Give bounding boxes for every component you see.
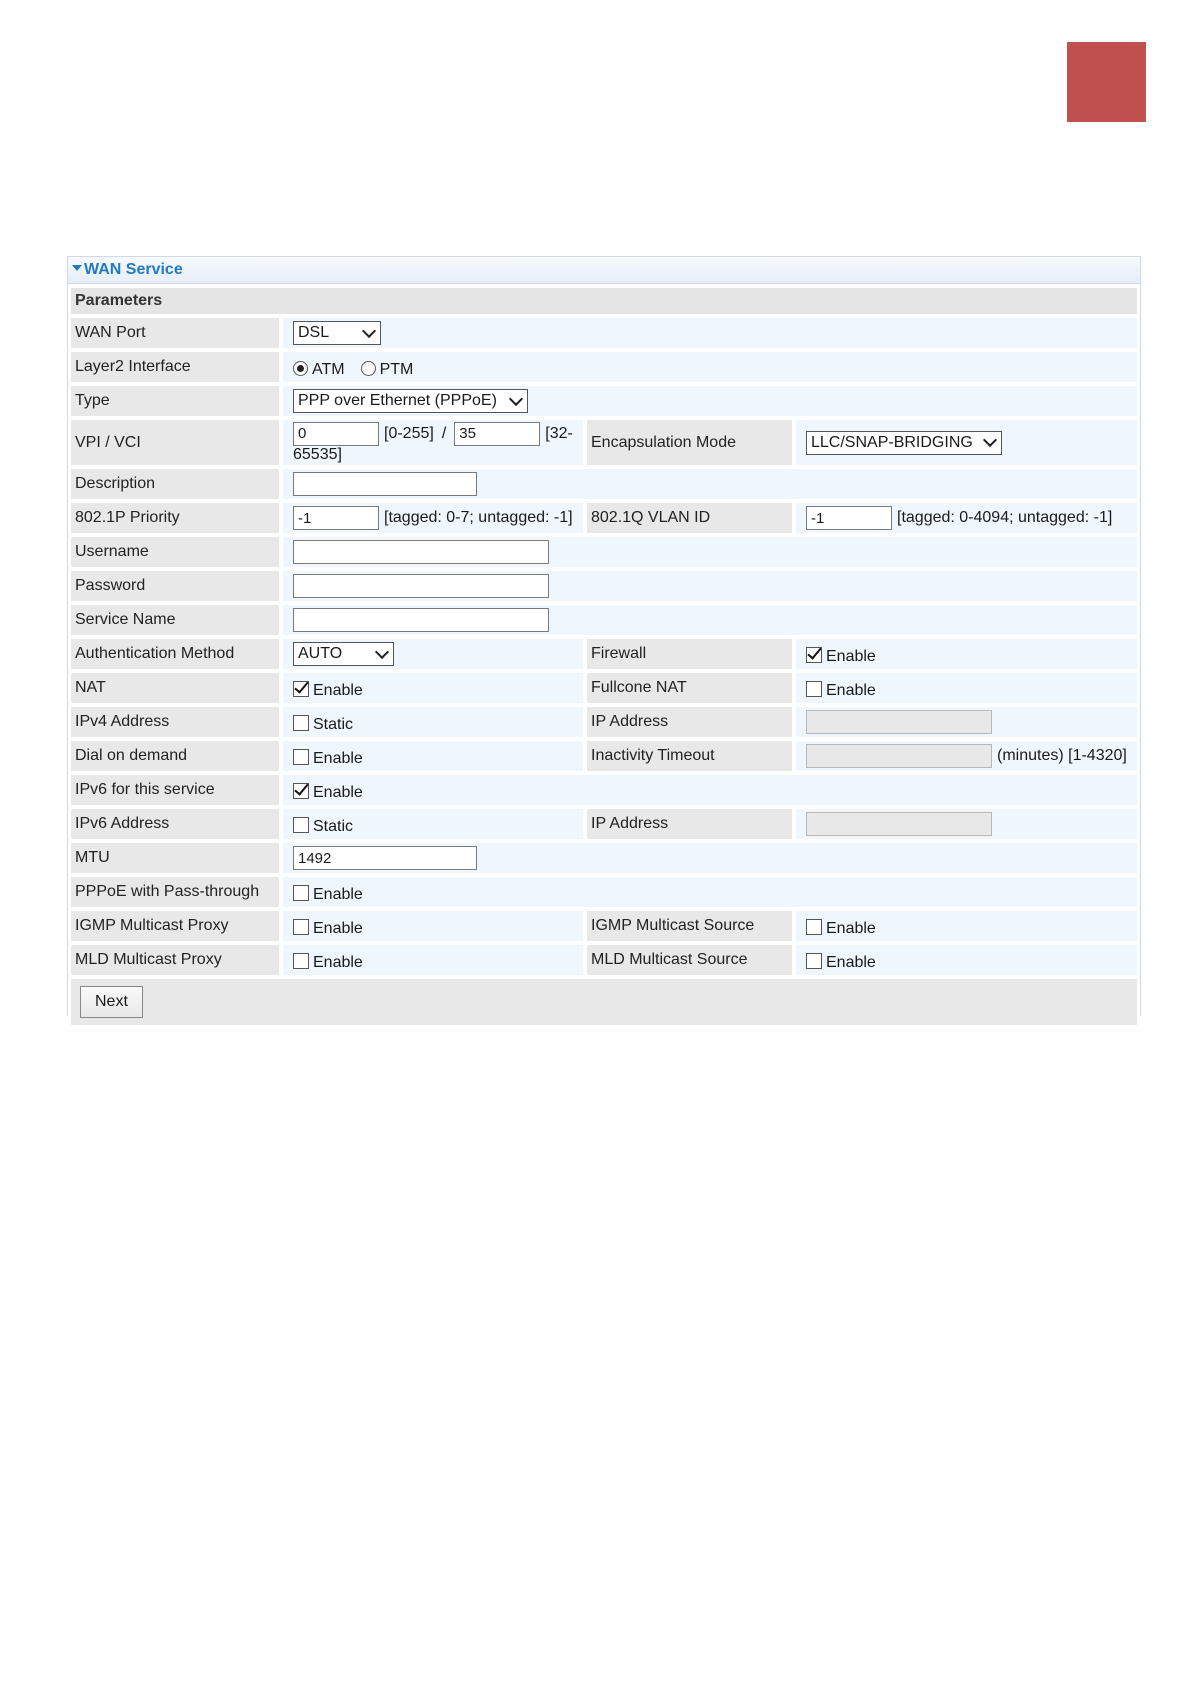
igmp-proxy-label: IGMP Multicast Proxy <box>71 911 279 941</box>
dial-checkbox[interactable] <box>293 749 309 765</box>
pppoe-pass-cell <box>283 877 1137 907</box>
ipv6-option-label: Static <box>313 818 354 835</box>
form-footer <box>71 979 1137 1025</box>
description-input[interactable] <box>293 472 477 496</box>
mld-source-option-label: Enable <box>826 954 876 971</box>
row-nat <box>71 673 1137 703</box>
igmp-source-option[interactable] <box>806 917 876 935</box>
nat-option[interactable] <box>293 679 363 697</box>
username-input[interactable] <box>293 540 549 564</box>
inactivity-label: Inactivity Timeout <box>587 741 792 771</box>
corner-marker <box>1067 42 1146 122</box>
row-mld <box>71 945 1137 975</box>
dial-cell <box>283 741 583 771</box>
panel-header[interactable] <box>68 256 1140 284</box>
type-select[interactable] <box>293 389 528 413</box>
auth-cell <box>283 639 583 669</box>
ipv6-service-label: IPv6 for this service <box>71 775 279 805</box>
wan-port-label: WAN Port <box>71 318 279 348</box>
priority-hint: [tagged: 0-7; untagged: -1] <box>384 509 573 526</box>
ipv4-label: IPv4 Address <box>71 707 279 737</box>
igmp-proxy-option-label: Enable <box>313 920 363 937</box>
priority-label: 802.1P Priority <box>71 503 279 533</box>
vlan-label: 802.1Q VLAN ID <box>587 503 792 533</box>
type-value: PPP over Ethernet (PPPoE) <box>298 392 497 409</box>
ipv4-ip-input[interactable] <box>806 710 992 734</box>
encap-cell <box>796 420 1137 465</box>
radio-ptm-label: PTM <box>379 361 414 378</box>
type-label: Type <box>71 386 279 416</box>
layer2-cell <box>283 352 1137 382</box>
ipv4-ip-label: IP Address <box>587 707 792 737</box>
ipv6-ip-label: IP Address <box>587 809 792 839</box>
radio-ptm-button[interactable] <box>361 361 376 376</box>
encap-label: Encapsulation Mode <box>587 420 792 465</box>
ipv4-option-label: Static <box>313 716 354 733</box>
igmp-proxy-cell <box>283 911 583 941</box>
row-dial <box>71 741 1137 771</box>
wan-service-panel <box>67 256 1141 1016</box>
fullcone-option-label: Enable <box>826 682 876 699</box>
ipv6-label: IPv6 Address <box>71 809 279 839</box>
priority-input[interactable]: -1 <box>293 506 379 530</box>
firewall-cell <box>796 639 1137 669</box>
wan-port-value: DSL <box>298 324 330 341</box>
ipv4-ip-cell <box>796 707 1137 737</box>
username-label: Username <box>71 537 279 567</box>
ipv4-cell <box>283 707 583 737</box>
ipv6-service-checkbox[interactable] <box>293 783 309 799</box>
chevron-down-icon <box>362 323 376 337</box>
row-layer2 <box>71 352 1137 382</box>
inactivity-hint: (minutes) [1-4320] <box>997 747 1127 764</box>
wan-port-select[interactable] <box>293 321 381 345</box>
igmp-proxy-checkbox[interactable] <box>293 919 309 935</box>
row-pppoe-pass <box>71 877 1137 907</box>
username-cell <box>283 537 1137 567</box>
auth-label: Authentication Method <box>71 639 279 669</box>
vci-range-start: [32- <box>545 424 573 442</box>
firewall-checkbox[interactable] <box>806 647 822 663</box>
caret-down-icon[interactable] <box>72 265 82 271</box>
next-button[interactable]: Next <box>80 986 143 1018</box>
dial-option[interactable] <box>293 747 363 765</box>
row-ipv4 <box>71 707 1137 737</box>
auth-select[interactable] <box>293 642 394 666</box>
encap-value: LLC/SNAP-BRIDGING <box>811 433 973 451</box>
ipv6-cell <box>283 809 583 839</box>
inactivity-input[interactable] <box>806 744 992 768</box>
pppoe-pass-option-label: Enable <box>313 886 363 903</box>
service-name-cell <box>283 605 1137 635</box>
row-ipv6-service <box>71 775 1137 805</box>
row-type <box>71 386 1137 416</box>
row-auth-firewall <box>71 639 1137 669</box>
ipv6-ip-cell <box>796 809 1137 839</box>
nat-cell <box>283 673 583 703</box>
inactivity-cell <box>796 741 1137 771</box>
mld-proxy-label: MLD Multicast Proxy <box>71 945 279 975</box>
row-wan-port <box>71 318 1137 348</box>
radio-atm-button[interactable] <box>293 361 308 376</box>
mtu-label: MTU <box>71 843 279 873</box>
password-label: Password <box>71 571 279 601</box>
ipv6-option[interactable] <box>293 815 353 833</box>
vlan-input[interactable]: -1 <box>806 506 892 530</box>
row-vpi-vci <box>71 420 1137 465</box>
igmp-source-cell <box>796 911 1137 941</box>
igmp-source-checkbox[interactable] <box>806 919 822 935</box>
mld-source-checkbox[interactable] <box>806 953 822 969</box>
ipv6-static-checkbox[interactable] <box>293 817 309 833</box>
mld-source-cell <box>796 945 1137 975</box>
fullcone-label: Fullcone NAT <box>587 673 792 703</box>
password-cell <box>283 571 1137 601</box>
vci-input[interactable]: 35 <box>454 422 540 446</box>
mtu-cell <box>283 843 1137 873</box>
mld-proxy-option[interactable] <box>293 951 363 969</box>
password-input[interactable] <box>293 574 549 598</box>
vpi-vci-separator: / <box>441 424 447 442</box>
fullcone-option[interactable] <box>806 679 876 697</box>
row-password <box>71 571 1137 601</box>
service-name-input[interactable] <box>293 608 549 632</box>
row-mtu <box>71 843 1137 873</box>
vci-range-end: 65535] <box>293 445 342 463</box>
panel-title: WAN Service <box>84 261 183 278</box>
ipv6-service-option[interactable] <box>293 781 363 799</box>
pppoe-pass-label: PPPoE with Pass-through <box>71 877 279 907</box>
ipv6-service-option-label: Enable <box>313 784 363 801</box>
vpi-range: [0-255] <box>384 424 434 442</box>
radio-ptm[interactable] <box>361 358 414 376</box>
firewall-option-label: Enable <box>826 648 876 665</box>
priority-cell <box>283 503 583 533</box>
encap-select[interactable] <box>806 431 1002 455</box>
nat-option-label: Enable <box>313 682 363 699</box>
chevron-down-icon <box>983 433 997 447</box>
chevron-down-icon <box>509 391 523 405</box>
ipv6-service-cell <box>283 775 1137 805</box>
row-igmp <box>71 911 1137 941</box>
layer2-label: Layer2 Interface <box>71 352 279 382</box>
vpi-input[interactable]: 0 <box>293 422 379 446</box>
ipv6-ip-input[interactable] <box>806 812 992 836</box>
firewall-label: Firewall <box>587 639 792 669</box>
nat-checkbox[interactable] <box>293 681 309 697</box>
description-label: Description <box>71 469 279 499</box>
auth-value: AUTO <box>298 645 343 662</box>
row-ipv6 <box>71 809 1137 839</box>
vpi-vci-cell <box>283 420 583 465</box>
igmp-proxy-option[interactable] <box>293 917 363 935</box>
mtu-input[interactable]: 1492 <box>293 846 477 870</box>
mld-proxy-checkbox[interactable] <box>293 953 309 969</box>
pppoe-pass-checkbox[interactable] <box>293 885 309 901</box>
wan-port-cell <box>283 318 1137 348</box>
row-service-name <box>71 605 1137 635</box>
fullcone-cell <box>796 673 1137 703</box>
vpi-vci-label: VPI / VCI <box>71 420 279 465</box>
igmp-source-option-label: Enable <box>826 920 876 937</box>
vlan-cell <box>796 503 1137 533</box>
vlan-hint: [tagged: 0-4094; untagged: -1] <box>897 509 1113 526</box>
radio-atm[interactable] <box>293 358 345 376</box>
row-username <box>71 537 1137 567</box>
firewall-option[interactable] <box>806 645 876 663</box>
mld-source-option[interactable] <box>806 951 876 969</box>
mld-proxy-option-label: Enable <box>313 954 363 971</box>
type-cell <box>283 386 1137 416</box>
mld-source-label: MLD Multicast Source <box>587 945 792 975</box>
service-name-label: Service Name <box>71 605 279 635</box>
ipv4-static-checkbox[interactable] <box>293 715 309 731</box>
description-cell <box>283 469 1137 499</box>
dial-label: Dial on demand <box>71 741 279 771</box>
nat-label: NAT <box>71 673 279 703</box>
mld-proxy-cell <box>283 945 583 975</box>
row-priority-vlan <box>71 503 1137 533</box>
radio-atm-label: ATM <box>312 361 345 378</box>
row-description <box>71 469 1137 499</box>
section-title: Parameters <box>71 288 1137 314</box>
chevron-down-icon <box>375 644 389 658</box>
pppoe-pass-option[interactable] <box>293 883 363 901</box>
fullcone-checkbox[interactable] <box>806 681 822 697</box>
dial-option-label: Enable <box>313 750 363 767</box>
ipv4-option[interactable] <box>293 713 353 731</box>
igmp-source-label: IGMP Multicast Source <box>587 911 792 941</box>
